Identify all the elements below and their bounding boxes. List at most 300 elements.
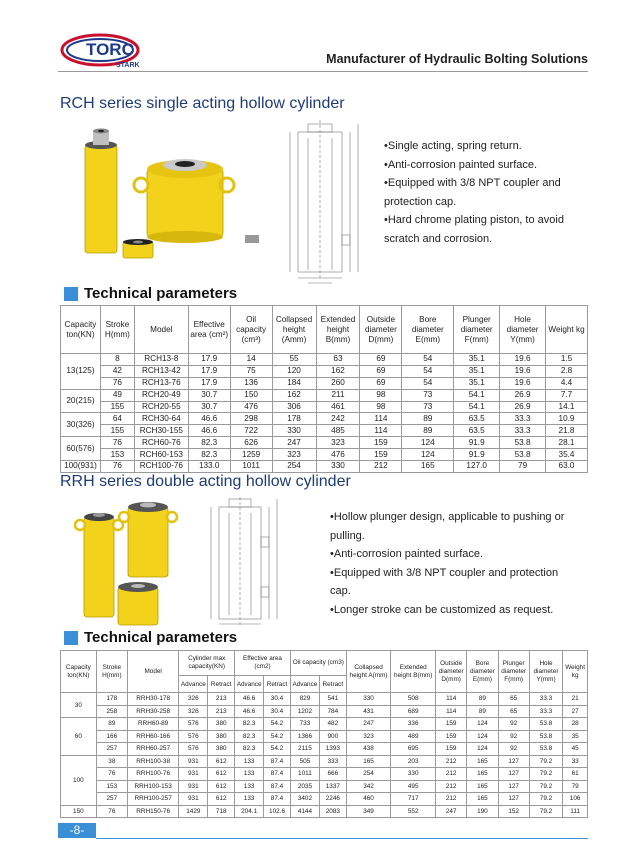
rrh-feature-list <box>330 508 590 619</box>
table-cell: 178 <box>272 413 316 425</box>
table-cell: 1011 <box>290 768 319 781</box>
capacity-cell: 150 <box>61 805 97 818</box>
table-row <box>61 365 588 377</box>
col-header-oil-capacity: Oil capacity (cm³) <box>230 306 272 354</box>
table-cell: 35.1 <box>454 365 500 377</box>
table-row <box>61 425 588 437</box>
table-cell: 784 <box>319 705 346 718</box>
table-cell: 91.9 <box>454 449 500 461</box>
table-cell: 330 <box>346 693 391 706</box>
table-cell: 89 <box>467 705 498 718</box>
table-cell: 17.9 <box>188 365 230 377</box>
table-cell: RCH20-49 <box>134 389 188 401</box>
table-cell: 54.2 <box>264 730 291 743</box>
table-cell: 30.7 <box>188 401 230 413</box>
table-cell: 10.9 <box>546 413 588 425</box>
table-cell: 114 <box>436 705 467 718</box>
table-cell: 69 <box>360 377 402 389</box>
table-cell: 1.5 <box>546 354 588 366</box>
table-cell: RCH30-155 <box>134 425 188 437</box>
table-cell: 65 <box>498 705 529 718</box>
table-cell: 98 <box>360 401 402 413</box>
rrh-spec-table <box>60 650 588 818</box>
table-cell: 73 <box>402 389 454 401</box>
table-cell: 14.1 <box>546 401 588 413</box>
table-cell: 323 <box>316 437 360 449</box>
section-label: Technical parameters <box>84 285 238 302</box>
col-header-collapsed: Collapsed height A(mm) <box>346 651 391 693</box>
table-cell: 212 <box>436 780 467 793</box>
capacity-cell: 60(576) <box>61 437 101 461</box>
feature-item: •Longer stroke can be customized as request. <box>330 603 554 616</box>
table-cell: 76 <box>96 805 127 818</box>
table-cell: RRH60-257 <box>127 743 178 756</box>
table-cell: 54 <box>402 365 454 377</box>
feature-item: protection cap. <box>384 195 457 208</box>
table-cell: 326 <box>179 705 208 718</box>
table-cell: 541 <box>319 693 346 706</box>
table-cell: 254 <box>346 768 391 781</box>
table-cell: 69 <box>360 354 402 366</box>
table-cell: 431 <box>346 705 391 718</box>
table-cell: 82.3 <box>235 718 264 731</box>
table-row <box>61 718 588 731</box>
feature-item: •Equipped with 3/8 NPT coupler and <box>384 177 561 189</box>
table-cell: 257 <box>96 793 127 806</box>
table-cell: 257 <box>96 743 127 756</box>
table-cell: 3402 <box>290 793 319 806</box>
table-cell: 53.8 <box>529 730 562 743</box>
col-header-extended: Extended height B(mm) <box>316 306 360 354</box>
col-header-capacity: Capacity ton(KN) <box>61 306 101 354</box>
table-cell: 247 <box>436 805 467 818</box>
table-cell: 38 <box>96 755 127 768</box>
table-cell: 380 <box>208 730 235 743</box>
table-cell: 1366 <box>290 730 319 743</box>
table-cell: 127 <box>498 768 529 781</box>
table-cell: 28.1 <box>546 437 588 449</box>
table-cell: 495 <box>391 780 436 793</box>
table-cell: 162 <box>316 365 360 377</box>
table-cell: 30.7 <box>188 389 230 401</box>
table-cell: 75 <box>230 365 272 377</box>
table-cell: 73 <box>402 401 454 413</box>
rrh-cylinder-photo <box>70 495 200 630</box>
table-cell: 82.3 <box>235 730 264 743</box>
col-header-outside: Outside diameter D(mm) <box>436 651 467 693</box>
col-subheader-advance: Advance <box>179 676 208 693</box>
table-cell: 33 <box>563 755 588 768</box>
table-cell: 666 <box>319 768 346 781</box>
table-cell: 213 <box>208 693 235 706</box>
table-cell: 124 <box>467 730 498 743</box>
table-cell: 89 <box>402 413 454 425</box>
table-cell: 461 <box>316 401 360 413</box>
rch-spec-table <box>60 305 588 473</box>
table-cell: 79.2 <box>529 768 562 781</box>
table-cell: 152 <box>498 805 529 818</box>
table-row <box>61 354 588 366</box>
table-cell: 114 <box>436 693 467 706</box>
table-cell: 106 <box>563 793 588 806</box>
table-cell: 46.6 <box>188 413 230 425</box>
table-row <box>61 437 588 449</box>
table-cell: 258 <box>96 705 127 718</box>
table-cell: 35.1 <box>454 377 500 389</box>
table-cell: 89 <box>467 693 498 706</box>
table-cell: 326 <box>179 693 208 706</box>
table-cell: 79 <box>563 780 588 793</box>
rch-feature-list <box>384 137 599 248</box>
table-cell: 114 <box>360 413 402 425</box>
table-cell: RCH60-153 <box>134 449 188 461</box>
table-cell: 159 <box>436 730 467 743</box>
rch-technical-drawing <box>280 120 370 285</box>
col-header-plunger: Plunger diameter F(mm) <box>454 306 500 354</box>
table-cell: 298 <box>230 413 272 425</box>
table-row <box>61 743 588 756</box>
table-cell: 33.3 <box>500 413 546 425</box>
torc-stark-logo <box>58 26 168 70</box>
table-cell: 1337 <box>319 780 346 793</box>
table-cell: 438 <box>346 743 391 756</box>
table-cell: 79 <box>500 461 546 473</box>
col-header-collapsed: Collapsed height (Amm) <box>272 306 316 354</box>
section-label: Technical parameters <box>84 629 238 646</box>
table-cell: 576 <box>179 743 208 756</box>
table-cell: 53.8 <box>529 718 562 731</box>
feature-item: scratch and corrosion. <box>384 232 493 245</box>
table-cell: RCH30-64 <box>134 413 188 425</box>
table-cell: 508 <box>391 693 436 706</box>
table-cell: 35.1 <box>454 354 500 366</box>
col-header-weight: Weight kg <box>563 651 588 693</box>
table-cell: RCH100-76 <box>134 461 188 473</box>
capacity-cell: 60 <box>61 718 97 756</box>
col-header-plunger: Plunger diameter F(mm) <box>498 651 529 693</box>
table-cell: 136 <box>230 377 272 389</box>
table-cell: 165 <box>346 755 391 768</box>
table-cell: 159 <box>436 743 467 756</box>
table-cell: 931 <box>179 755 208 768</box>
table-row <box>61 730 588 743</box>
table-cell: 212 <box>436 768 467 781</box>
table-cell: 33.3 <box>529 693 562 706</box>
table-cell: RRH100-257 <box>127 793 178 806</box>
table-cell: 69 <box>360 365 402 377</box>
col-subheader-advance: Advance <box>290 676 319 693</box>
col-header-model: Model <box>134 306 188 354</box>
table-cell: 153 <box>96 780 127 793</box>
table-cell: 17.9 <box>188 377 230 389</box>
table-cell: RRH60-166 <box>127 730 178 743</box>
table-cell: 166 <box>96 730 127 743</box>
table-cell: 53.8 <box>529 743 562 756</box>
capacity-cell: 100(931) <box>61 461 101 473</box>
footer-divider <box>96 838 588 839</box>
table-cell: 159 <box>360 437 402 449</box>
table-cell: 133 <box>235 793 264 806</box>
table-cell: 900 <box>319 730 346 743</box>
table-cell: 64 <box>100 413 134 425</box>
rrh-section-title: RRH series double acting hollow cylinder <box>60 473 351 490</box>
col-subheader-retract: Retract <box>264 676 291 693</box>
table-cell: 626 <box>230 437 272 449</box>
table-cell: 190 <box>467 805 498 818</box>
table-row <box>61 793 588 806</box>
table-cell: 120 <box>272 365 316 377</box>
table-cell: 124 <box>402 437 454 449</box>
table-cell: 79.2 <box>529 793 562 806</box>
table-row <box>61 705 588 718</box>
table-row <box>61 413 588 425</box>
table-cell: 19.6 <box>500 354 546 366</box>
capacity-cell: 100 <box>61 755 97 805</box>
table-cell: 30.4 <box>264 705 291 718</box>
table-cell: 92 <box>498 718 529 731</box>
table-cell: 476 <box>230 401 272 413</box>
table-cell: RCH20-55 <box>134 401 188 413</box>
table-cell: 576 <box>179 718 208 731</box>
table-cell: 76 <box>96 768 127 781</box>
logo-subtext: STARK <box>116 62 140 69</box>
table-cell: 1259 <box>230 449 272 461</box>
table-cell: RRH100-38 <box>127 755 178 768</box>
table-cell: 76 <box>100 437 134 449</box>
table-cell: 184 <box>272 377 316 389</box>
rrh-tech-params-heading <box>64 629 237 646</box>
table-cell: 242 <box>316 413 360 425</box>
table-row <box>61 461 588 473</box>
col-subheader-advance: Advance <box>235 676 264 693</box>
table-cell: 98 <box>360 389 402 401</box>
table-row <box>61 401 588 413</box>
table-cell: 336 <box>391 718 436 731</box>
table-cell: 178 <box>96 693 127 706</box>
table-cell: 26.9 <box>500 401 546 413</box>
table-cell: 203 <box>391 755 436 768</box>
table-cell: 212 <box>436 755 467 768</box>
table-cell: 254 <box>272 461 316 473</box>
table-cell: 133 <box>235 755 264 768</box>
table-cell: 212 <box>360 461 402 473</box>
capacity-cell: 30(326) <box>61 413 101 437</box>
table-cell: 45 <box>563 743 588 756</box>
feature-item: •Anti-corrosion painted surface. <box>330 548 484 560</box>
table-cell: 61 <box>563 768 588 781</box>
table-cell: 323 <box>346 730 391 743</box>
table-cell: 54 <box>402 354 454 366</box>
table-cell: 46.6 <box>188 425 230 437</box>
page-header <box>0 0 638 80</box>
table-cell: 247 <box>272 437 316 449</box>
col-header-extended: Extended height B(mm) <box>391 651 436 693</box>
col-header-bore: Bore diameter E(mm) <box>467 651 498 693</box>
table-cell: 8 <box>100 354 134 366</box>
col-subheader-retract: Retract <box>208 676 235 693</box>
table-cell: 7.7 <box>546 389 588 401</box>
feature-item: cap. <box>330 585 351 597</box>
section-marker <box>64 287 78 301</box>
col-header-hole: Hole diameter Y(mm) <box>500 306 546 354</box>
table-cell: 476 <box>316 449 360 461</box>
table-cell: 155 <box>100 425 134 437</box>
table-cell: 159 <box>360 449 402 461</box>
table-cell: 21 <box>563 693 588 706</box>
table-cell: 165 <box>402 461 454 473</box>
table-cell: 111 <box>563 805 588 818</box>
table-cell: 4144 <box>290 805 319 818</box>
table-cell: 4.4 <box>546 377 588 389</box>
capacity-cell: 13(125) <box>61 354 101 390</box>
col-header-cylinder-max: Cylinder max capacity(KN) <box>179 651 235 676</box>
table-cell: 133.0 <box>188 461 230 473</box>
table-cell: 204.1 <box>235 805 264 818</box>
table-cell: 733 <box>290 718 319 731</box>
table-cell: 63.0 <box>546 461 588 473</box>
col-header-capacity: Capacity ton(KN) <box>61 651 97 693</box>
col-header-effective-area: Effective area (cm²) <box>188 306 230 354</box>
table-cell: 49 <box>100 389 134 401</box>
table-cell: 127 <box>498 793 529 806</box>
table-cell: 260 <box>316 377 360 389</box>
col-header-weight: Weight kg <box>546 306 588 354</box>
table-row <box>61 768 588 781</box>
table-cell: 213 <box>208 705 235 718</box>
table-cell: 87.4 <box>264 780 291 793</box>
table-cell: 127.0 <box>454 461 500 473</box>
col-header-bore: Bore diameter E(mm) <box>402 306 454 354</box>
table-cell: 79.2 <box>529 755 562 768</box>
table-cell: 489 <box>391 730 436 743</box>
table-cell: 27 <box>563 705 588 718</box>
table-cell: 330 <box>391 768 436 781</box>
table-cell: 505 <box>290 755 319 768</box>
table-row <box>61 805 588 818</box>
table-cell: RRH100-76 <box>127 768 178 781</box>
table-cell: 153 <box>100 449 134 461</box>
col-header-outside: Outside diameter D(mm) <box>360 306 402 354</box>
table-cell: 165 <box>467 780 498 793</box>
table-cell: 380 <box>208 743 235 756</box>
table-cell: 247 <box>346 718 391 731</box>
table-cell: 92 <box>498 730 529 743</box>
table-row <box>61 693 588 706</box>
table-cell: 2246 <box>319 793 346 806</box>
table-cell: RCH60-76 <box>134 437 188 449</box>
table-cell: 79.2 <box>529 805 562 818</box>
table-cell: 330 <box>316 461 360 473</box>
table-cell: 21.8 <box>546 425 588 437</box>
table-row <box>61 377 588 389</box>
table-cell: 102.6 <box>264 805 291 818</box>
table-cell: 165 <box>467 768 498 781</box>
table-cell: 133 <box>235 768 264 781</box>
table-cell: 162 <box>272 389 316 401</box>
table-cell: 14 <box>230 354 272 366</box>
table-cell: 55 <box>272 354 316 366</box>
table-cell: 63.5 <box>454 425 500 437</box>
col-subheader-retract: Retract <box>319 676 346 693</box>
col-header-effective-area: Effective area (cm2) <box>235 651 291 676</box>
table-cell: 2083 <box>319 805 346 818</box>
table-cell: 26.9 <box>500 389 546 401</box>
capacity-cell: 30 <box>61 693 97 718</box>
table-cell: 33.3 <box>529 705 562 718</box>
table-cell: 1202 <box>290 705 319 718</box>
company-tagline: Manufacturer of Hydraulic Bolting Solutions <box>326 52 588 66</box>
col-header-stroke: Stroke H(mm) <box>96 651 127 693</box>
table-cell: 76 <box>100 377 134 389</box>
table-cell: 689 <box>391 705 436 718</box>
feature-item: •Single acting, spring return. <box>384 140 522 152</box>
table-cell: RCH13-8 <box>134 354 188 366</box>
col-header-oil-capacity: Oil capacity (cm3) <box>290 651 346 676</box>
table-cell: 612 <box>208 755 235 768</box>
table-cell: 63.5 <box>454 413 500 425</box>
table-cell: 87.4 <box>264 793 291 806</box>
table-cell: 612 <box>208 780 235 793</box>
table-cell: 2035 <box>290 780 319 793</box>
table-cell: 931 <box>179 793 208 806</box>
table-cell: 155 <box>100 401 134 413</box>
feature-item: •Equipped with 3/8 NPT coupler and protection <box>330 566 559 579</box>
table-cell: 124 <box>467 718 498 731</box>
table-cell: RRH150-76 <box>127 805 178 818</box>
col-header-model: Model <box>127 651 178 693</box>
table-cell: 482 <box>319 718 346 731</box>
table-cell: 306 <box>272 401 316 413</box>
table-cell: 718 <box>208 805 235 818</box>
table-cell: 35.4 <box>546 449 588 461</box>
table-cell: 54.1 <box>454 389 500 401</box>
table-cell: 54.2 <box>264 718 291 731</box>
table-cell: 17.9 <box>188 354 230 366</box>
table-cell: 87.4 <box>264 755 291 768</box>
table-cell: RRH30-178 <box>127 693 178 706</box>
col-header-stroke: Stroke H(mm) <box>100 306 134 354</box>
table-cell: 612 <box>208 768 235 781</box>
feature-item: •Anti-corrosion painted surface. <box>384 158 538 171</box>
table-cell: 333 <box>319 755 346 768</box>
table-cell: 124 <box>402 449 454 461</box>
table-cell: 54 <box>402 377 454 389</box>
table-cell: 46.6 <box>235 705 264 718</box>
section-marker <box>64 631 78 645</box>
table-cell: 35 <box>563 730 588 743</box>
table-cell: 330 <box>272 425 316 437</box>
table-cell: 82.3 <box>188 437 230 449</box>
table-cell: 46.6 <box>235 693 264 706</box>
table-cell: 1011 <box>230 461 272 473</box>
table-cell: 460 <box>346 793 391 806</box>
rch-tech-params-heading <box>64 285 237 302</box>
table-cell: 612 <box>208 793 235 806</box>
table-row <box>61 780 588 793</box>
table-cell: 1393 <box>319 743 346 756</box>
table-cell: 82.3 <box>235 743 264 756</box>
table-cell: 87.4 <box>264 768 291 781</box>
table-cell: RRH100-153 <box>127 780 178 793</box>
table-cell: 380 <box>208 718 235 731</box>
table-cell: 91.9 <box>454 437 500 449</box>
table-cell: 28 <box>563 718 588 731</box>
table-cell: 53.8 <box>500 449 546 461</box>
table-cell: 349 <box>346 805 391 818</box>
table-cell: 127 <box>498 780 529 793</box>
table-cell: 89 <box>402 425 454 437</box>
rrh-technical-drawing <box>205 497 285 632</box>
